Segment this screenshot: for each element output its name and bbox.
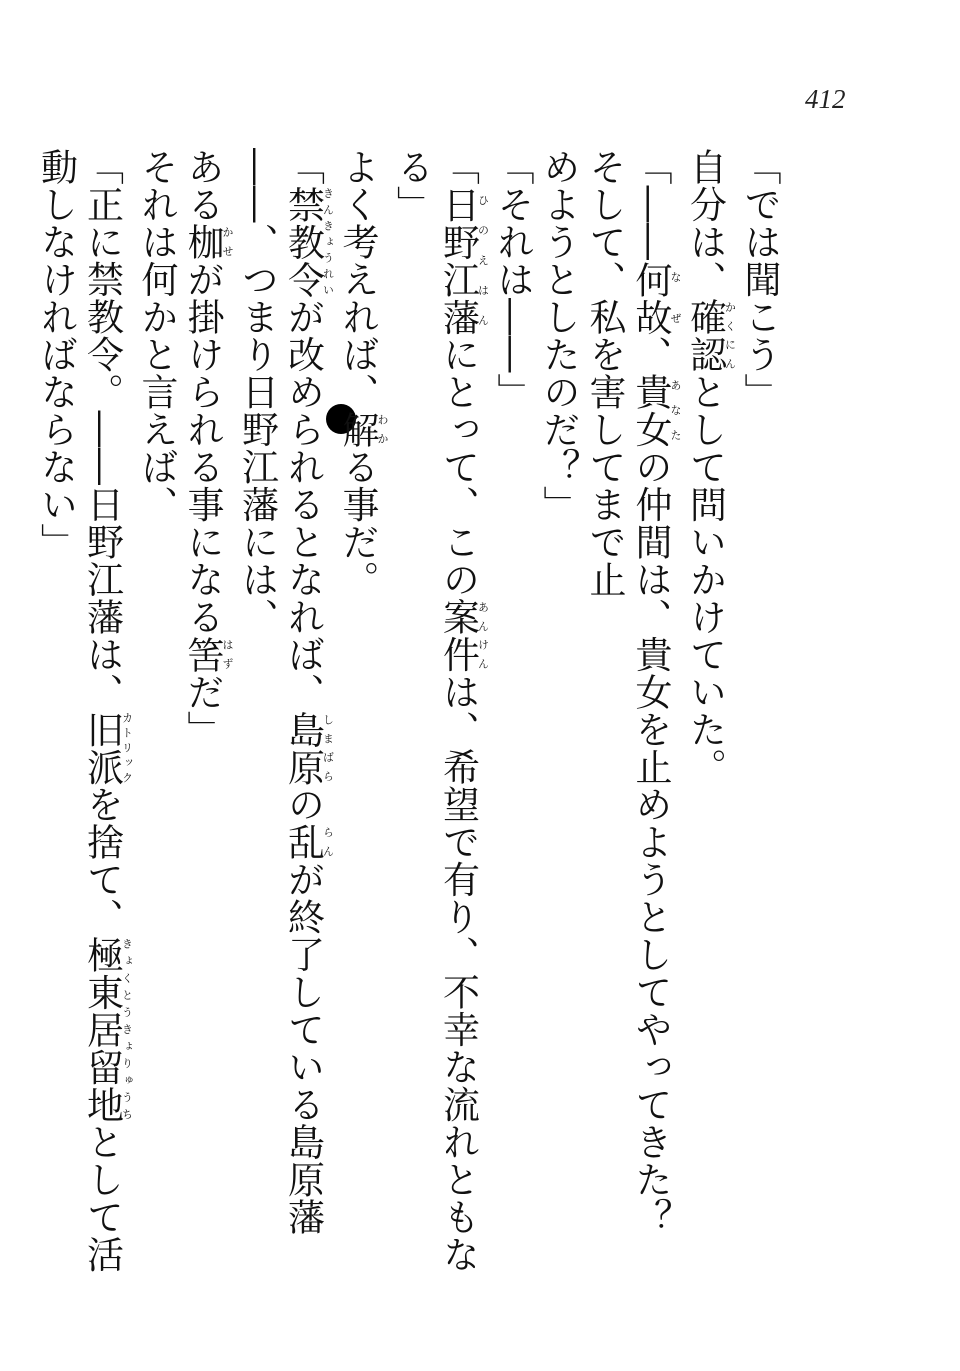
text-line: 自分は、確認かくにんとして問いかけていた。 bbox=[683, 148, 737, 786]
scene-break-space bbox=[0, 148, 33, 1308]
text-line: よく考えれば、解わかる事だ。 bbox=[336, 148, 389, 598]
text-line: 「日野江藩ひのえはんにとって、この案件あんけんは、希望で有り、不幸な流れともなる」 bbox=[390, 148, 490, 1273]
text-line: めようとしたのだ？」 bbox=[537, 148, 580, 523]
page-number: 412 bbox=[805, 84, 846, 114]
text-line: 「正に禁教令。――日野江藩は、旧派カトリックを捨て、極東居留地きょくとうきょりゅうちとして活動しなければならない」 bbox=[34, 148, 134, 1273]
text-line: 「禁教令きんきょうれいが改められるとなれば、島原しまばらの乱らんが終了している島原藩――、つまり日野江藩には、 bbox=[235, 148, 335, 1236]
text-line: それは何かと言えば、 bbox=[135, 148, 178, 523]
text-line: 「――何故なぜ、貴女あなたの仲間は、貴女を止めようとしてやってきた？ そして、私を害してまで止 bbox=[583, 148, 682, 1273]
text-line: 「では聞こう」 bbox=[738, 148, 781, 411]
novel-text bbox=[0, 148, 782, 1308]
text-line: ある枷かせが掛けられる事になる筈はずだ」 bbox=[181, 148, 234, 748]
text-line: 「それは――」 bbox=[491, 148, 534, 411]
